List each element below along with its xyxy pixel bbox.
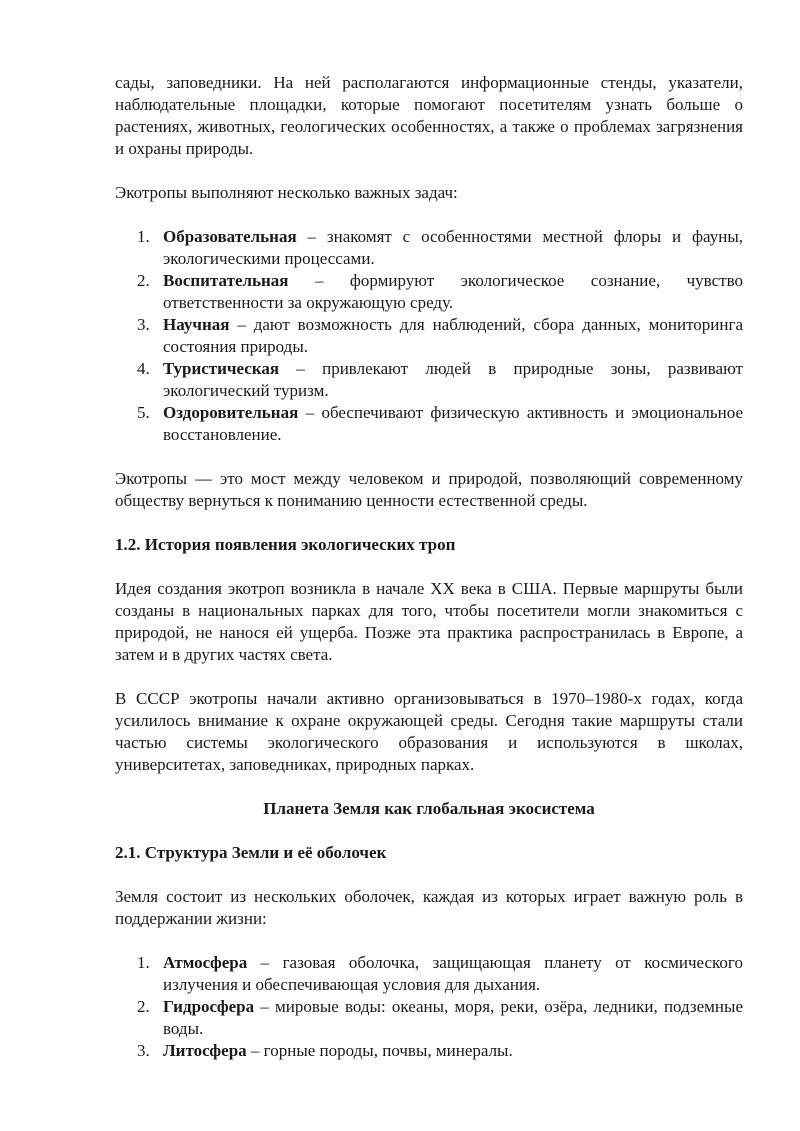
shell-text: – мировые воды: океаны, моря, реки, озёра, ледники, подземные воды. [163, 997, 743, 1038]
intro-paragraph: сады, заповедники. На ней располагаются информационные стенды, указатели, наблюдательные площадки, которые помогают посетителям узнать больше о растениях, животных, геологических особенностях, а также о проблемах загрязнения и охраны природы. [115, 73, 743, 158]
list-number: 1. [137, 227, 150, 246]
task-text: – знакомят с особенностями местной флоры и фауны, экологическими процессами. [163, 227, 743, 268]
section-heading-2-1: 2.1. Структура Земли и её оболочек [115, 843, 387, 862]
earth-intro-paragraph: Земля состоит из нескольких оболочек, каждая из которых играет важную роль в поддержании жизни: [115, 887, 743, 928]
task-term: Туристическая [163, 359, 280, 378]
task-text: – обеспечивают физическую активность и эмоциональное восстановление. [163, 403, 743, 444]
shell-text: – горные породы, почвы, минералы. [246, 1041, 513, 1060]
list-number: 3. [137, 1041, 150, 1060]
tasks-list [115, 226, 743, 446]
task-text: – формируют экологическое сознание, чувство ответственности за окружающую среду. [163, 271, 743, 312]
list-number: 4. [137, 359, 150, 378]
list-item [115, 358, 743, 402]
list-item [115, 402, 743, 446]
shell-term: Литосфера [163, 1041, 247, 1060]
list-item [115, 226, 743, 270]
task-text: – дают возможность для наблюдений, сбора данных, мониторинга состояния природы. [163, 315, 743, 356]
task-term: Образовательная [163, 227, 297, 246]
tasks-intro: Экотропы выполняют несколько важных задач: [115, 183, 458, 202]
history-paragraph-1: Идея создания экотроп возникла в начале XX века в США. Первые маршруты были созданы в национальных парках для того, чтобы посетители могли знакомиться с природой, не нанося ей ущерба. Позже эта практика распространилась в Европе, а затем и в других частях света. [115, 579, 743, 664]
task-term: Оздоровительная [163, 403, 299, 422]
section-heading-1-2: 1.2. История появления экологических троп [115, 535, 456, 554]
list-number: 3. [137, 315, 150, 334]
bridge-paragraph: Экотропы — это мост между человеком и природой, позволяющий современному обществу вернуться к пониманию ценности естественной среды. [115, 469, 743, 510]
chapter-title: Планета Земля как глобальная экосистема [263, 799, 595, 818]
list-item [115, 952, 743, 996]
list-number: 1. [137, 953, 150, 972]
shell-term: Гидросфера [163, 997, 255, 1016]
list-number: 5. [137, 403, 150, 422]
list-item [115, 1040, 743, 1062]
shell-text: – газовая оболочка, защищающая планету от космического излучения и обеспечивающая условия для дыхания. [163, 953, 743, 994]
history-paragraph-2: В СССР экотропы начали активно организовываться в 1970–1980-х годах, когда усилилось внимание к охране окружающей среды. Сегодня такие маршруты стали частью системы экологического образования и используются в школах, университетах, заповедниках, природных парках. [115, 689, 743, 774]
list-number: 2. [137, 997, 150, 1016]
task-term: Воспитательная [163, 271, 289, 290]
list-item [115, 270, 743, 314]
task-text: – привлекают людей в природные зоны, развивают экологический туризм. [163, 359, 743, 400]
list-item [115, 996, 743, 1040]
task-term: Научная [163, 315, 230, 334]
list-number: 2. [137, 271, 150, 290]
earth-shells-list [115, 952, 743, 1062]
shell-term: Атмосфера [163, 953, 248, 972]
list-item [115, 314, 743, 358]
document-page [115, 72, 743, 1062]
